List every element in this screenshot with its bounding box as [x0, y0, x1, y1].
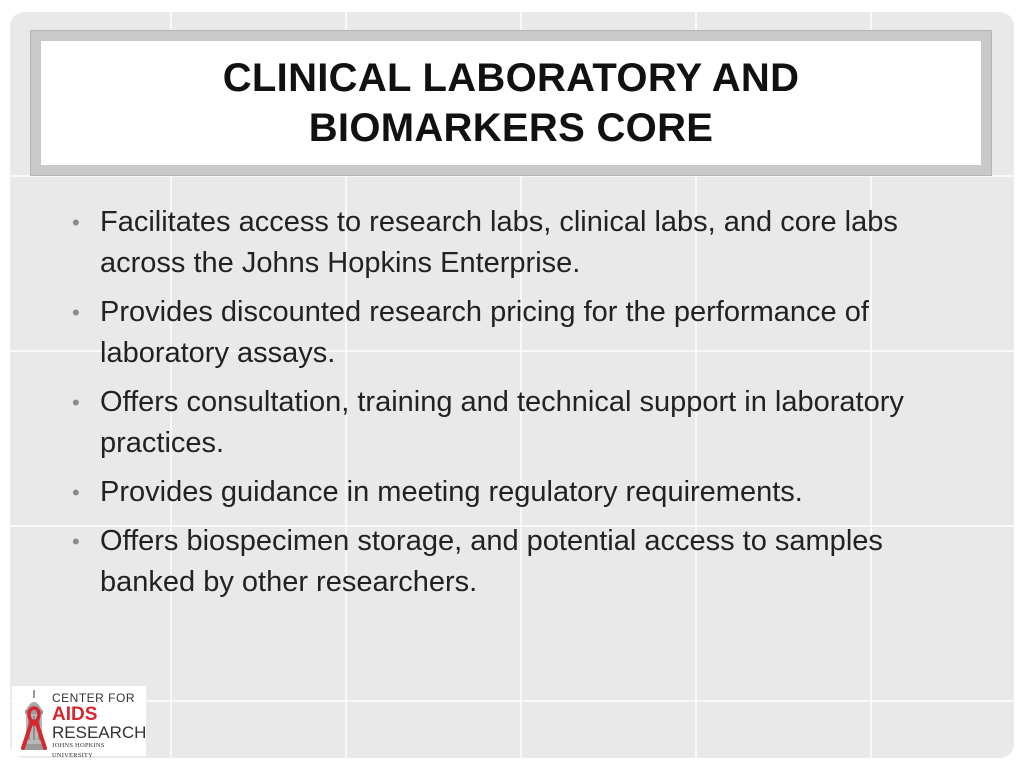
bullet-text: Offers biospecimen storage, and potential access to samples banked by other researchers. — [100, 525, 883, 598]
bullet-marker: • — [72, 390, 80, 415]
title-frame — [30, 30, 992, 176]
bullet-text: Provides discounted research pricing for the performance of laboratory assays. — [100, 296, 869, 369]
logo-university: JOHNS HOPKINS UNIVERSITY — [52, 742, 105, 758]
bullet-text: Provides guidance in meeting regulatory requirements. — [100, 476, 803, 508]
cfar-logo — [12, 686, 146, 756]
logo-center-for: CENTER FOR — [52, 691, 135, 705]
bullet-item — [72, 472, 952, 513]
bullet-text: Facilitates access to research labs, clinical labs, and core labs across the Johns Hopkins Enterprise. — [100, 206, 898, 279]
logo-text — [52, 692, 146, 758]
bullet-list — [72, 202, 952, 611]
title-line-2: BIOMARKERS CORE — [308, 106, 714, 150]
bullet-marker: • — [72, 300, 80, 325]
bullet-marker: • — [72, 210, 80, 235]
dome-ribbon-icon — [16, 688, 52, 754]
slide — [10, 12, 1014, 758]
bullet-marker: • — [72, 529, 80, 554]
bullet-item — [72, 382, 952, 464]
bullet-item — [72, 521, 952, 603]
bullet-item — [72, 292, 952, 374]
title-box — [41, 41, 981, 165]
logo-aids: AIDS — [52, 704, 98, 725]
bullet-item — [72, 202, 952, 284]
bullet-marker: • — [72, 480, 80, 505]
bullet-text: Offers consultation, training and technical support in laboratory practices. — [100, 386, 904, 459]
logo-research: RESEARCH — [52, 723, 147, 742]
title-line-1: CLINICAL LABORATORY AND — [222, 56, 800, 100]
